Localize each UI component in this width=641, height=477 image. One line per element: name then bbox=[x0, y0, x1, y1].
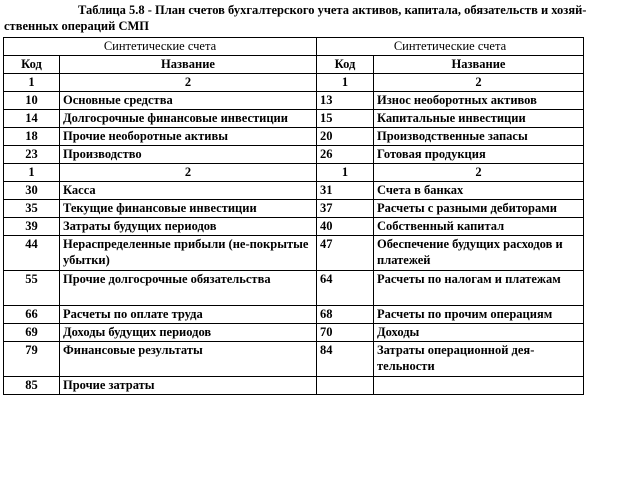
table-row bbox=[4, 236, 584, 271]
account-name-left: 2 bbox=[60, 164, 317, 182]
account-name-right: 2 bbox=[374, 74, 584, 92]
account-code-right: 70 bbox=[317, 324, 374, 342]
account-code-right: 40 bbox=[317, 218, 374, 236]
account-name-left: Прочие необоротные активы bbox=[60, 128, 317, 146]
account-name-left: Касса bbox=[60, 182, 317, 200]
account-name-right: Капитальные инвестиции bbox=[374, 110, 584, 128]
header-group-right: Синтетические счета bbox=[317, 38, 584, 56]
account-name-left: Основные средства bbox=[60, 92, 317, 110]
account-code-right: 37 bbox=[317, 200, 374, 218]
account-name-right bbox=[374, 377, 584, 395]
account-code-right: 68 bbox=[317, 306, 374, 324]
account-code-right: 15 bbox=[317, 110, 374, 128]
table-row bbox=[4, 342, 584, 377]
header-group-left: Синтетические счета bbox=[4, 38, 317, 56]
caption-line-1: Таблица 5.8 - План счетов бухгалтерского учета активов, капитала, обязательств и хозяй- bbox=[78, 3, 587, 17]
account-code-left: 10 bbox=[4, 92, 60, 110]
table-row bbox=[4, 324, 584, 342]
table-row bbox=[4, 146, 584, 164]
header-column-row bbox=[4, 56, 584, 74]
account-name-right: Расчеты по прочим операциям bbox=[374, 306, 584, 324]
account-name-right: Счета в банках bbox=[374, 182, 584, 200]
account-name-left: Производство bbox=[60, 146, 317, 164]
account-name-left: Расчеты по оплате труда bbox=[60, 306, 317, 324]
account-code-right: 26 bbox=[317, 146, 374, 164]
account-name-right: Готовая продукция bbox=[374, 146, 584, 164]
account-name-left: Нераспределенные прибыли (не-покрытые убытки) bbox=[60, 236, 317, 271]
account-code-left: 55 bbox=[4, 271, 60, 306]
table-row bbox=[4, 218, 584, 236]
account-code-left: 35 bbox=[4, 200, 60, 218]
table-row bbox=[4, 74, 584, 92]
account-name-right: Расчеты с разными дебиторами bbox=[374, 200, 584, 218]
account-code-left: 18 bbox=[4, 128, 60, 146]
account-name-left: Доходы будущих периодов bbox=[60, 324, 317, 342]
account-name-left: Затраты будущих периодов bbox=[60, 218, 317, 236]
account-name-right: 2 bbox=[374, 164, 584, 182]
account-name-left: Финансовые результаты bbox=[60, 342, 317, 377]
account-code-left: 66 bbox=[4, 306, 60, 324]
account-name-right: Доходы bbox=[374, 324, 584, 342]
table-row bbox=[4, 182, 584, 200]
account-code-left: 30 bbox=[4, 182, 60, 200]
account-code-right: 1 bbox=[317, 74, 374, 92]
account-code-right: 47 bbox=[317, 236, 374, 271]
account-name-left: Текущие финансовые инвестиции bbox=[60, 200, 317, 218]
account-name-left: Долгосрочные финансовые инвестиции bbox=[60, 110, 317, 128]
account-code-left: 85 bbox=[4, 377, 60, 395]
account-code-right: 20 bbox=[317, 128, 374, 146]
account-code-right: 1 bbox=[317, 164, 374, 182]
account-code-right: 31 bbox=[317, 182, 374, 200]
header-code-right: Код bbox=[317, 56, 374, 74]
account-name-right: Расчеты по налогам и платежам bbox=[374, 271, 584, 306]
table-row bbox=[4, 92, 584, 110]
header-name-right: Название bbox=[374, 56, 584, 74]
account-code-left: 39 bbox=[4, 218, 60, 236]
account-name-right: Производственные запасы bbox=[374, 128, 584, 146]
table-caption bbox=[4, 2, 638, 34]
table-row bbox=[4, 128, 584, 146]
account-code-left: 1 bbox=[4, 74, 60, 92]
account-code-left: 44 bbox=[4, 236, 60, 271]
account-name-right: Затраты операционной дея-тельности bbox=[374, 342, 584, 377]
account-name-right: Износ необоротных активов bbox=[374, 92, 584, 110]
header-name-left: Название bbox=[60, 56, 317, 74]
account-code-right: 13 bbox=[317, 92, 374, 110]
account-code-left: 14 bbox=[4, 110, 60, 128]
table-row bbox=[4, 110, 584, 128]
account-code-left: 1 bbox=[4, 164, 60, 182]
table-row bbox=[4, 200, 584, 218]
account-name-left: 2 bbox=[60, 74, 317, 92]
table-row bbox=[4, 271, 584, 306]
account-name-left: Прочие долгосрочные обязательства bbox=[60, 271, 317, 306]
account-name-right: Собственный капитал bbox=[374, 218, 584, 236]
caption-line-2: ственных операций СМП bbox=[4, 19, 150, 33]
chart-of-accounts-table bbox=[3, 37, 584, 395]
header-group-row bbox=[4, 38, 584, 56]
account-code-left: 23 bbox=[4, 146, 60, 164]
table-row bbox=[4, 377, 584, 395]
table-row bbox=[4, 306, 584, 324]
account-name-left: Прочие затраты bbox=[60, 377, 317, 395]
account-code-left: 79 bbox=[4, 342, 60, 377]
account-code-left: 69 bbox=[4, 324, 60, 342]
account-code-right bbox=[317, 377, 374, 395]
account-name-right: Обеспечение будущих расходов и платежей bbox=[374, 236, 584, 271]
account-code-right: 64 bbox=[317, 271, 374, 306]
account-code-right: 84 bbox=[317, 342, 374, 377]
table-row bbox=[4, 164, 584, 182]
header-code-left: Код bbox=[4, 56, 60, 74]
